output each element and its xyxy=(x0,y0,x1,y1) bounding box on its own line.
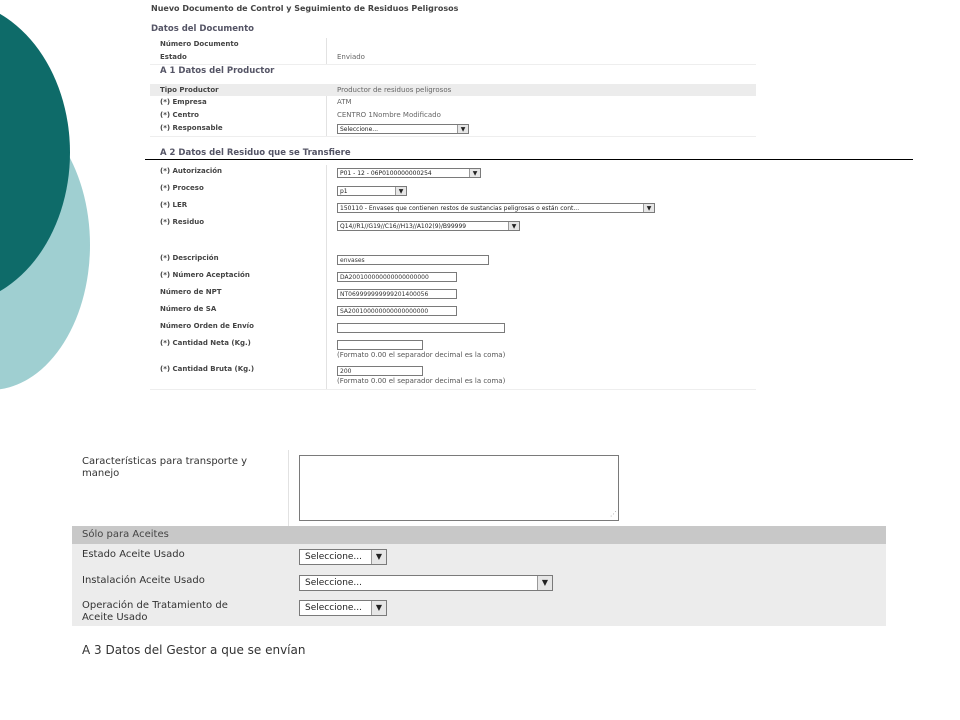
estado-aceite-select[interactable] xyxy=(299,549,387,565)
column-separator xyxy=(326,269,327,286)
column-separator xyxy=(326,109,327,122)
label-instalacion-aceite: Instalación Aceite Usado xyxy=(82,575,205,586)
ler-select-value: 150110 - Envases que contienen restos de sustancias peligrosas o están cont... xyxy=(340,205,580,212)
autorizacion-select[interactable] xyxy=(337,168,481,178)
transporte-textarea[interactable] xyxy=(299,455,619,521)
residuo-select-value: Q14//R1//G19//C16//H13//A102(9)/B99999 xyxy=(340,223,467,230)
manager-header-row xyxy=(72,626,886,666)
column-separator xyxy=(326,165,327,182)
chevron-down-icon: ▼ xyxy=(457,125,468,133)
column-separator xyxy=(326,38,327,51)
row-estado xyxy=(150,51,756,65)
estado-aceite-select-value: Seleccione... xyxy=(305,552,363,562)
autorizacion-select-value: P01 - 12 - 06P0100000000254 xyxy=(340,170,432,177)
cantidad-neta-input[interactable] xyxy=(337,340,423,350)
column-separator xyxy=(326,303,327,320)
value-centro: CENTRO 1Nombre Modificado xyxy=(337,111,441,119)
row-numero-sa xyxy=(150,303,756,321)
row-numero-orden-envio xyxy=(150,320,756,338)
label-numero-aceptacion: (*) Número Aceptación xyxy=(160,271,250,279)
row-empresa xyxy=(150,96,756,110)
column-separator xyxy=(326,337,327,363)
label-operacion-aceite: Operación de Tratamiento de Aceite Usado xyxy=(82,600,228,623)
section-title-residue: A 2 Datos del Residuo que se Transfiere xyxy=(160,148,351,158)
divider-line xyxy=(145,159,913,160)
column-separator xyxy=(326,286,327,303)
column-separator xyxy=(326,320,327,337)
column-separator xyxy=(326,216,327,252)
column-separator xyxy=(326,199,327,216)
numero-sa-input[interactable]: SA200100000000000000000 xyxy=(337,306,457,316)
row-descripcion xyxy=(150,252,756,270)
numero-aceptacion-input[interactable]: DA200100000000000000000 xyxy=(337,272,457,282)
row-numero-npt xyxy=(150,286,756,304)
label-responsable: (*) Responsable xyxy=(160,124,223,132)
label-estado-aceite: Estado Aceite Usado xyxy=(82,549,185,560)
cantidad-bruta-hint: (Formato 0.00 el separador decimal es la coma) xyxy=(337,377,506,385)
chevron-down-icon: ▼ xyxy=(371,601,386,615)
row-ler xyxy=(150,199,756,217)
operacion-aceite-select[interactable] xyxy=(299,600,387,616)
chevron-down-icon: ▼ xyxy=(508,222,519,230)
label-numero-sa: Número de SA xyxy=(160,305,217,313)
residuo-select[interactable] xyxy=(337,221,520,231)
numero-orden-envio-input[interactable] xyxy=(337,323,505,333)
value-empresa: ATM xyxy=(337,98,352,106)
chevron-down-icon: ▼ xyxy=(643,204,654,212)
label-ler: (*) LER xyxy=(160,201,188,209)
row-cantidad-bruta xyxy=(150,363,756,390)
oils-panel xyxy=(72,544,886,626)
row-responsable xyxy=(150,122,756,137)
column-separator xyxy=(326,182,327,199)
row-numero-aceptacion xyxy=(150,269,756,287)
chevron-down-icon: ▼ xyxy=(537,576,552,590)
row-residuo xyxy=(150,216,756,253)
responsable-select[interactable] xyxy=(337,124,469,134)
instalacion-aceite-select[interactable] xyxy=(299,575,553,591)
column-separator xyxy=(326,51,327,64)
chevron-down-icon: ▼ xyxy=(469,169,480,177)
label-numero-documento: Número Documento xyxy=(160,40,239,48)
descripcion-input[interactable]: envases xyxy=(337,255,489,265)
column-separator xyxy=(326,252,327,269)
section-title-document: Datos del Documento xyxy=(151,24,254,34)
row-cantidad-neta xyxy=(150,337,756,364)
label-cantidad-bruta: (*) Cantidad Bruta (Kg.) xyxy=(160,365,255,373)
resize-handle-icon[interactable]: ⋰ xyxy=(610,510,617,518)
label-transporte: Características para transporte y manejo xyxy=(82,456,248,479)
label-centro: (*) Centro xyxy=(160,111,199,119)
column-separator xyxy=(326,363,327,389)
row-numero-documento xyxy=(150,38,756,52)
operacion-aceite-select-value: Seleccione... xyxy=(305,603,363,613)
proceso-select[interactable] xyxy=(337,186,407,196)
instalacion-aceite-select-value: Seleccione... xyxy=(305,578,363,588)
page-title: Nuevo Documento de Control y Seguimiento de Residuos Peligrosos xyxy=(151,4,459,13)
label-cantidad-neta: (*) Cantidad Neta (Kg.) xyxy=(160,339,251,347)
label-descripcion: (*) Descripción xyxy=(160,254,219,262)
column-separator xyxy=(326,122,327,136)
section-title-manager: A 3 Datos del Gestor a que se envían xyxy=(82,643,306,657)
responsable-select-value: Seleccione... xyxy=(340,126,379,133)
section-title-oils: Sólo para Aceites xyxy=(82,529,169,540)
label-proceso: (*) Proceso xyxy=(160,184,204,192)
value-tipo-productor: Productor de residuos peligrosos xyxy=(337,86,452,94)
proceso-select-value: p1 xyxy=(340,188,348,195)
label-numero-npt: Número de NPT xyxy=(160,288,222,296)
numero-npt-input[interactable]: NT069999999999201400056 xyxy=(337,289,457,299)
label-empresa: (*) Empresa xyxy=(160,98,207,106)
section-title-producer: A 1 Datos del Productor xyxy=(160,66,275,76)
row-autorizacion xyxy=(150,165,756,183)
label-autorizacion: (*) Autorización xyxy=(160,167,223,175)
ler-select[interactable] xyxy=(337,203,655,213)
value-estado: Enviado xyxy=(337,53,365,61)
row-transporte xyxy=(72,450,886,526)
label-numero-orden-envio: Número Orden de Envío xyxy=(160,322,254,330)
row-proceso xyxy=(150,182,756,200)
column-separator xyxy=(326,96,327,109)
chevron-down-icon: ▼ xyxy=(395,187,406,195)
chevron-down-icon: ▼ xyxy=(371,550,386,564)
cantidad-neta-hint: (Formato 0.00 el separador decimal es la coma) xyxy=(337,351,506,359)
section-bar-oils xyxy=(72,526,886,544)
row-centro xyxy=(150,109,756,123)
label-estado: Estado xyxy=(160,53,187,61)
label-tipo-productor: Tipo Productor xyxy=(160,86,219,94)
form-bottom-screenshot xyxy=(72,450,886,666)
label-residuo: (*) Residuo xyxy=(160,218,205,226)
cantidad-bruta-input[interactable]: 200 xyxy=(337,366,423,376)
column-separator xyxy=(288,450,289,526)
